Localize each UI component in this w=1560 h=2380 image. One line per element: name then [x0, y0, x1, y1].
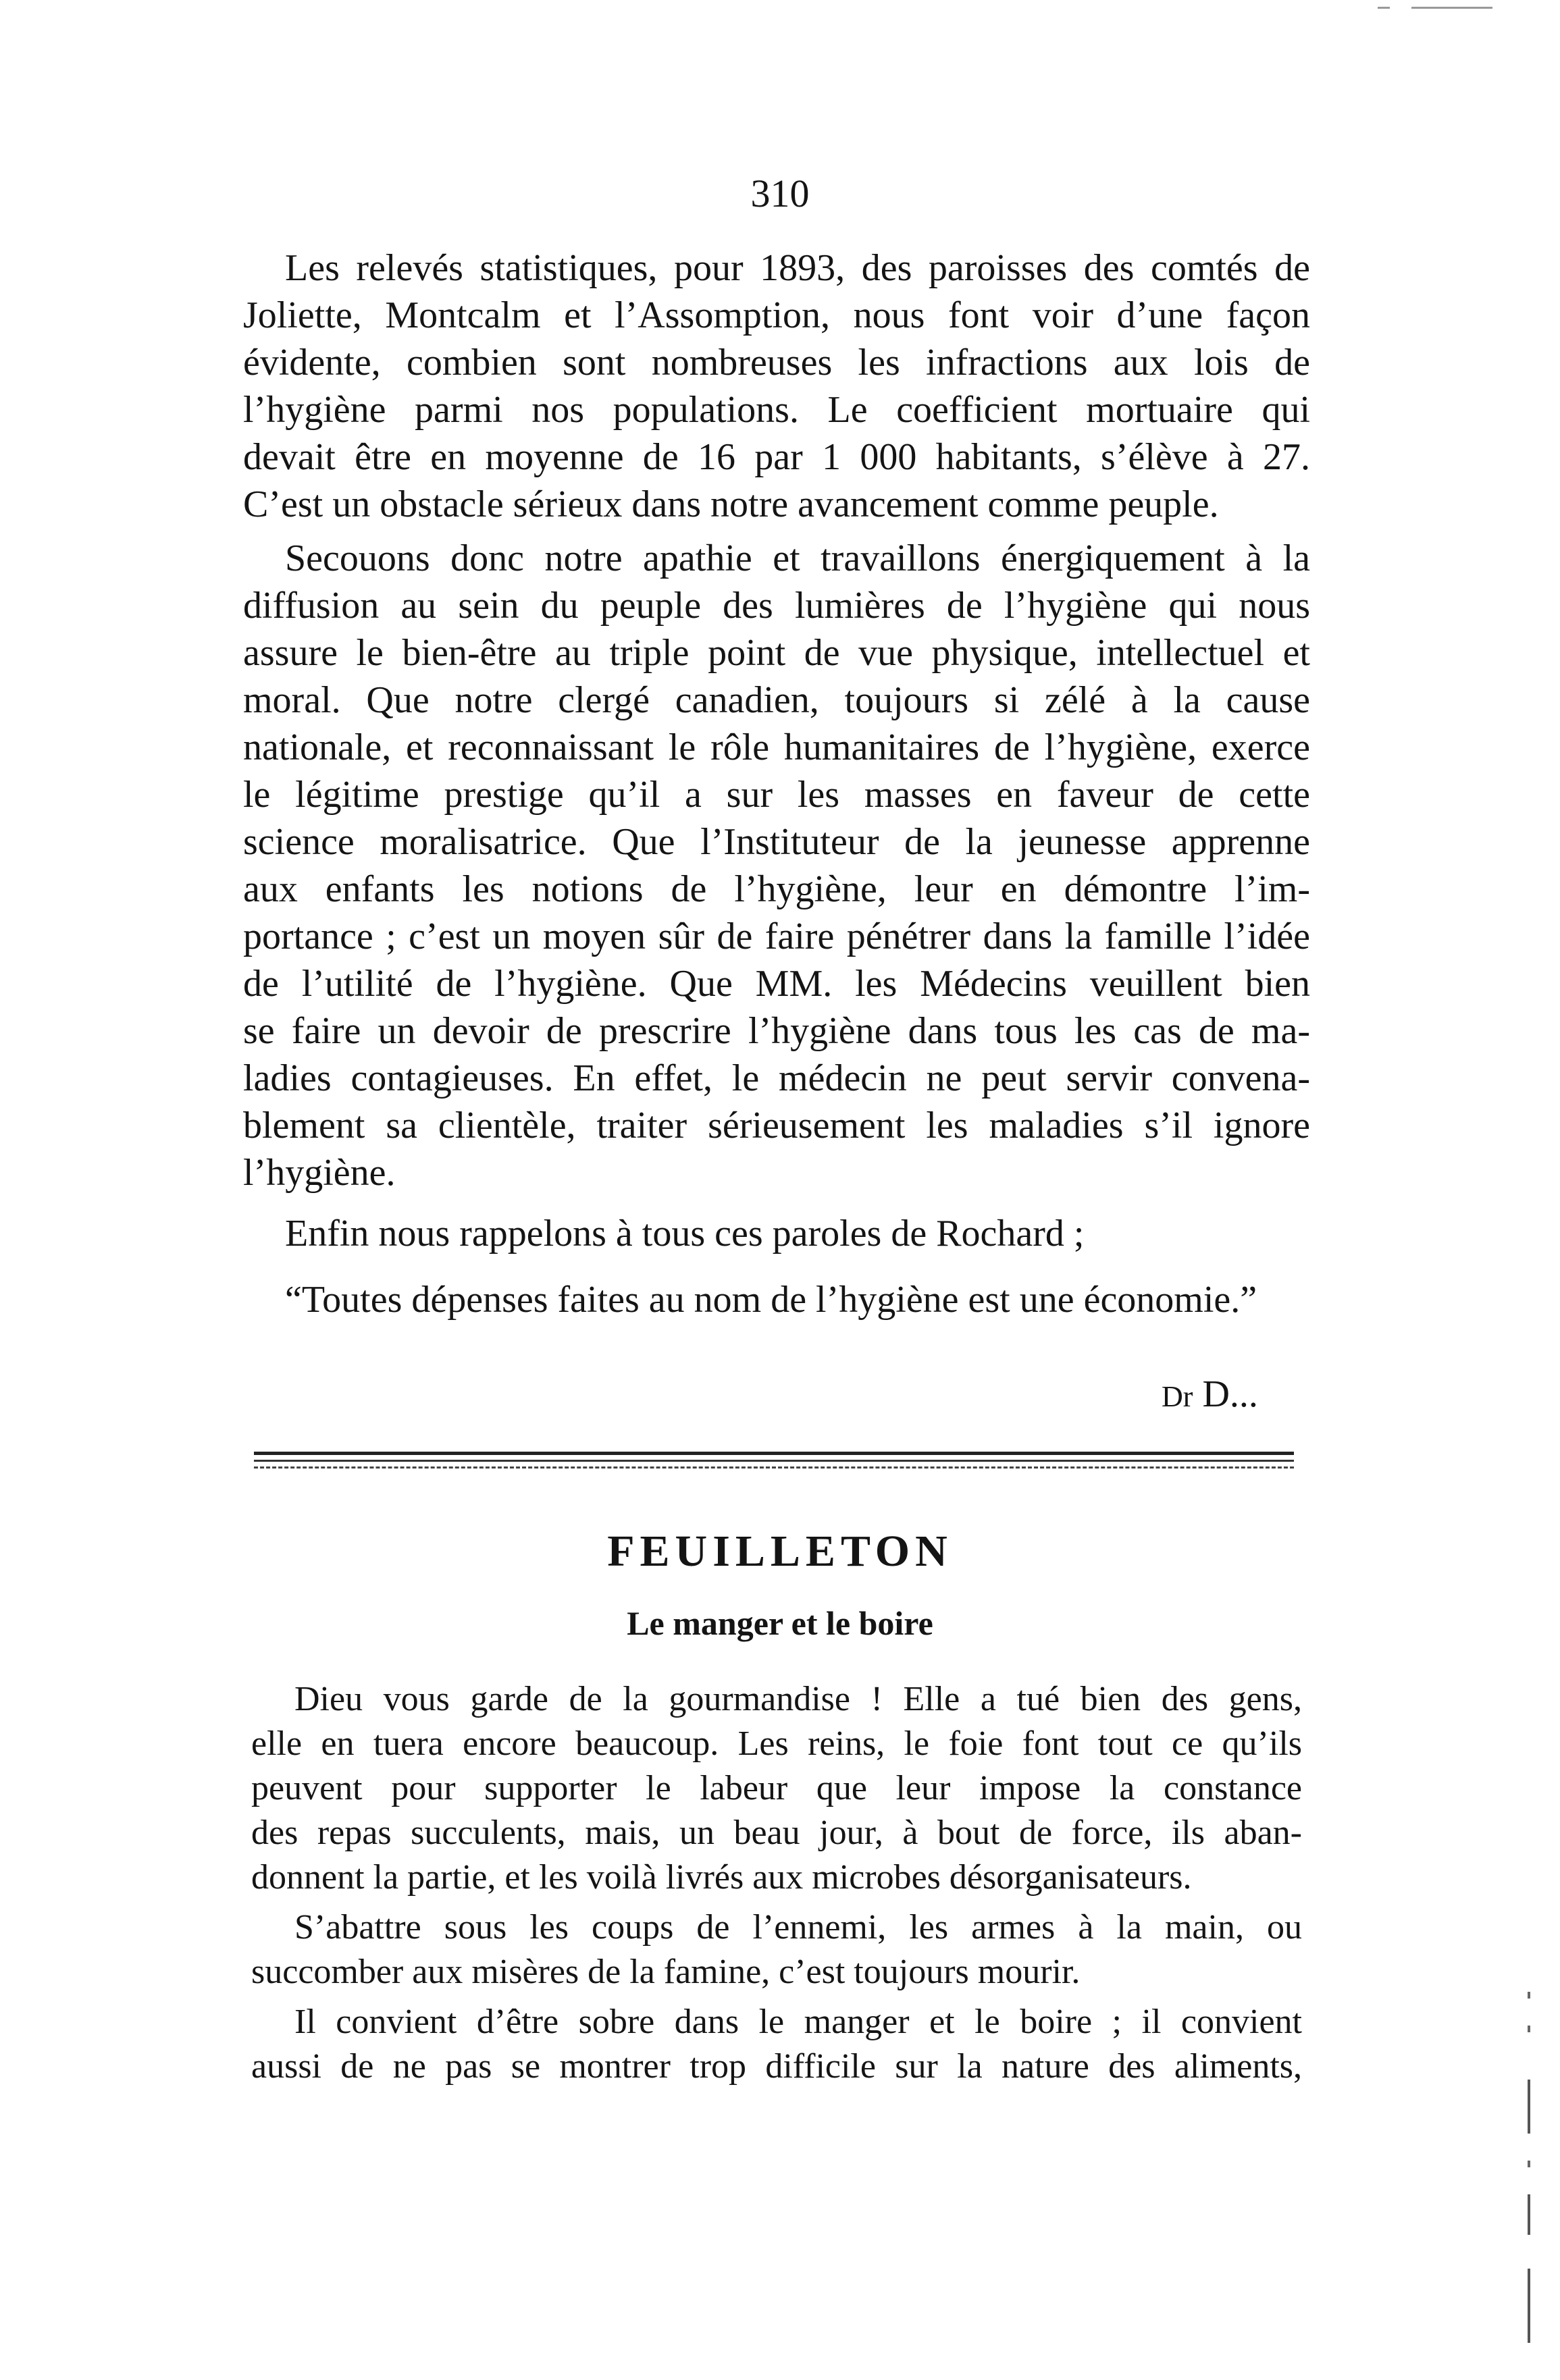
page-number: 310	[750, 171, 810, 215]
scan-mark	[1528, 2026, 1530, 2032]
text-line: Joliette, Montcalm et l’Assomption, nous font voir d’une façon	[243, 294, 1310, 336]
text-line: portance ; c’est un moyen sûr de faire pénétrer dans la famille l’idée	[243, 916, 1310, 957]
quote-line: “Toutes dépenses faites au nom de l’hygiène est une économie.”	[285, 1279, 1257, 1321]
text-line: aussi de ne pas se montrer trop difficile sur la nature des aliments,	[251, 2047, 1302, 2086]
text-line: nationale, et reconnaissant le rôle humanitaires de l’hygiène, exerce	[243, 726, 1310, 768]
separator-rule	[254, 1466, 1294, 1469]
text-line: aux enfants les notions de l’hygiène, leur en démontre l’im-	[243, 868, 1310, 910]
signature	[1162, 1371, 1258, 1421]
text-line: des repas succulents, mais, un beau jour, à bout de force, ils aban-	[251, 1814, 1302, 1852]
text-line: blement sa clientèle, traiter sérieusement les maladies s’il ignore	[243, 1105, 1310, 1146]
text-line: Les relevés statistiques, pour 1893, des paroisses des comtés de	[285, 247, 1310, 289]
separator-rule	[254, 1460, 1294, 1462]
text-line: Il convient d’être sobre dans le manger et le boire ; il convient	[294, 2003, 1302, 2041]
text-line: le légitime prestige qu’il a sur les masses en faveur de cette	[243, 774, 1310, 816]
scan-mark	[1528, 2161, 1530, 2167]
text-line: se faire un devoir de prescrire l’hygiène dans tous les cas de ma-	[243, 1010, 1310, 1052]
text-line: diffusion au sein du peuple des lumières de l’hygiène qui nous	[243, 585, 1310, 627]
text-line: Dieu vous garde de la gourmandise ! Elle a tué bien des gens,	[294, 1680, 1302, 1718]
text-line: Secouons donc notre apathie et travaillons énergiquement à la	[285, 537, 1310, 579]
signature-name: D...	[1202, 1373, 1258, 1415]
text-line: C’est un obstacle sérieux dans notre avancement comme peuple.	[243, 483, 1219, 525]
scan-mark	[1528, 2080, 1530, 2134]
text-line: S’abattre sous les coups de l’ennemi, les armes à la main, ou	[294, 1908, 1302, 1947]
section-title: FEUILLETON	[607, 1527, 953, 1576]
text-line: l’hygiène.	[243, 1152, 396, 1194]
scan-mark	[1528, 1992, 1530, 1999]
text-line: assure le bien-être au triple point de vue physique, intellectuel et	[243, 632, 1310, 674]
separator-rule	[254, 1452, 1294, 1455]
text-line: l’hygiène parmi nos populations. Le coefficient mortuaire qui	[243, 389, 1310, 431]
text-line: Enfin nous rappelons à tous ces paroles de Rochard ;	[285, 1213, 1085, 1254]
text-line: évidente, combien sont nombreuses les infractions aux lois de	[243, 342, 1310, 384]
scan-mark	[1528, 2269, 1530, 2343]
text-line: de l’utilité de l’hygiène. Que MM. les Médecins veuillent bien	[243, 963, 1310, 1005]
text-line: elle en tuera encore beaucoup. Les reins, le foie font tout ce qu’ils	[251, 1724, 1302, 1763]
scan-mark	[1528, 2194, 1530, 2235]
text-line: science moralisatrice. Que l’Instituteur de la jeunesse apprenne	[243, 821, 1310, 863]
scan-mark	[1411, 7, 1492, 9]
text-line: donnent la partie, et les voilà livrés aux microbes désorganisateurs.	[251, 1858, 1192, 1897]
text-line: devait être en moyenne de 16 par 1 000 habitants, s’élève à 27.	[243, 436, 1310, 478]
signature-title: Dr	[1162, 1380, 1193, 1413]
text-line: moral. Que notre clergé canadien, toujours si zélé à la cause	[243, 679, 1310, 721]
text-line: peuvent pour supporter le labeur que leur impose la constance	[251, 1769, 1302, 1807]
scan-mark	[1378, 7, 1390, 9]
section-subtitle: Le manger et le boire	[627, 1604, 933, 1642]
text-line: succomber aux misères de la famine, c’est toujours mourir.	[251, 1953, 1081, 1991]
text-line: ladies contagieuses. En effet, le médecin ne peut servir convena-	[243, 1057, 1310, 1099]
